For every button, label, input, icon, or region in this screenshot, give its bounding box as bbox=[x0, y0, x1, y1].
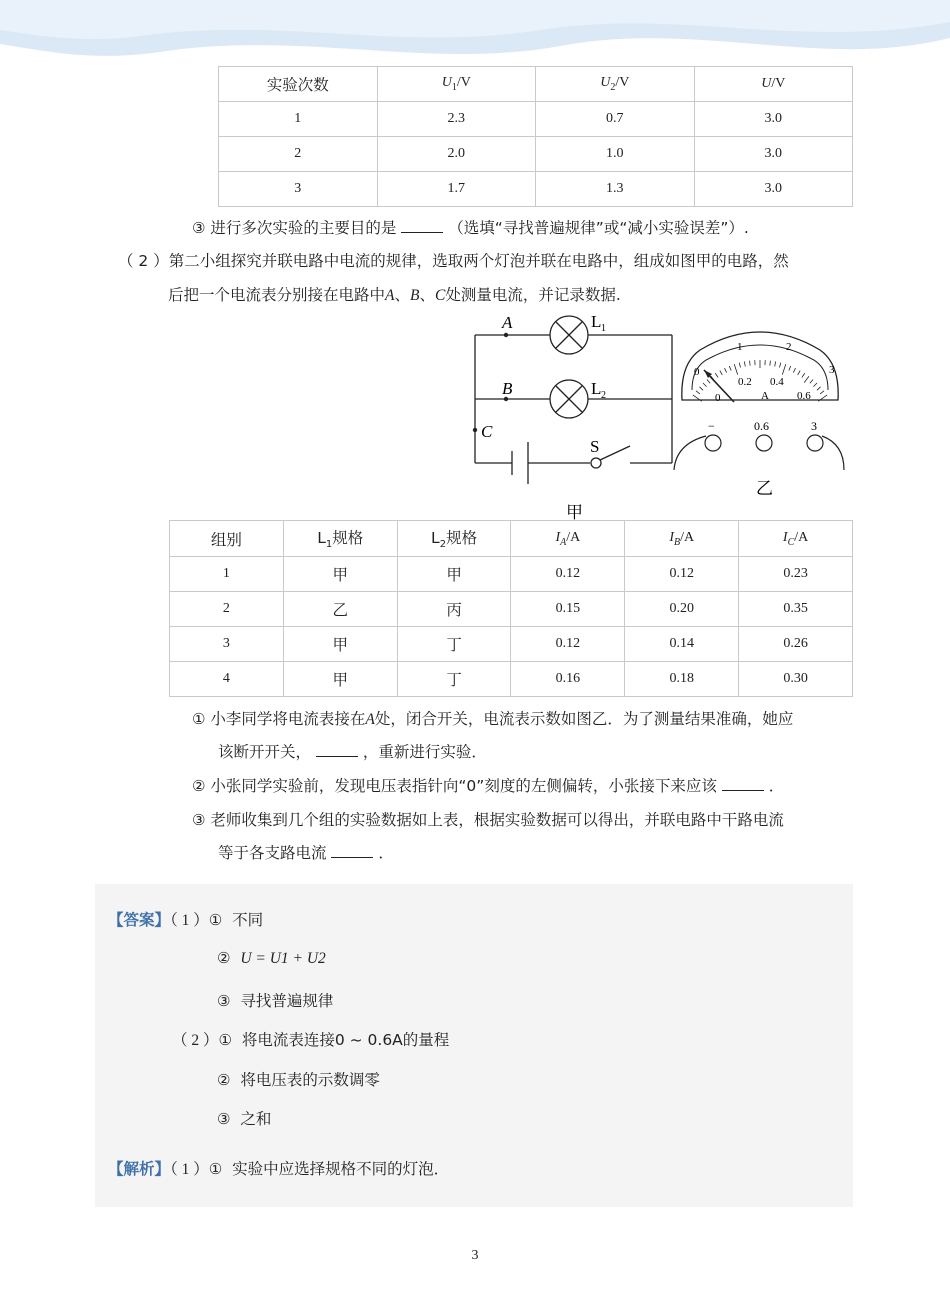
ammeter-tick bbox=[779, 363, 780, 368]
svg-text:3: 3 bbox=[829, 364, 835, 376]
question-1-3: ③ 进行多次实验的主要目的是 （选填“寻找普遍规律”或“减小实验误差”）. bbox=[192, 219, 749, 237]
answer-blank bbox=[316, 742, 358, 757]
svg-text:3: 3 bbox=[811, 419, 817, 433]
ammeter-tick bbox=[775, 362, 776, 367]
svg-text:2: 2 bbox=[601, 390, 606, 401]
header-l2-spec: $L_2$规格 bbox=[397, 521, 511, 557]
header-l1-spec: $L_1$规格 bbox=[283, 521, 397, 557]
answer-2-1: （ 2 ）① 将电流表连接0 ~ 0.6A的量程 bbox=[172, 1031, 450, 1049]
answer-1-1: 【答案】（ 1 ）① 不同 bbox=[108, 911, 264, 929]
question-2-1-line2: 该断开开关， ，重新进行实验． bbox=[218, 743, 487, 761]
answer-blank bbox=[401, 218, 443, 233]
page-number: 3 bbox=[471, 1248, 479, 1263]
question-2-2: ② 小张同学实验前，发现电压表指针向“0”刻度的左侧偏转，小张接下来应该 ． bbox=[192, 777, 785, 795]
analysis-1-1: 【解析】（ 1 ）① 实验中应选择规格不同的灯泡． bbox=[108, 1160, 450, 1178]
table-row: 3 甲 丁 0.12 0.14 0.26 bbox=[170, 627, 853, 662]
answer-blank bbox=[722, 776, 764, 791]
question-2-intro-line2: 后把一个电流表分别接在电路中A、B、C处测量电流，并记录数据. bbox=[168, 286, 621, 304]
svg-text:A: A bbox=[761, 390, 769, 402]
question-2-1: ① 小李同学将电流表接在A处，闭合开关，电流表示数如图乙．为了测量结果准确，她应 bbox=[192, 710, 794, 728]
svg-text:0: 0 bbox=[694, 366, 700, 378]
question-2-3-line2: 等于各支路电流 ． bbox=[218, 844, 394, 862]
answer-2-2: ② 将电压表的示数调零 bbox=[217, 1071, 380, 1089]
table-header-row bbox=[219, 67, 853, 102]
label-l2: L bbox=[591, 379, 602, 398]
label-a: A bbox=[502, 313, 513, 332]
ammeter-tick bbox=[715, 373, 718, 377]
terminal-negative bbox=[705, 435, 721, 451]
ammeter-tick bbox=[707, 379, 710, 383]
analysis-tag: 【解析】 bbox=[108, 1160, 171, 1178]
figure-yi-caption: 乙 bbox=[756, 479, 773, 499]
ammeter-tick bbox=[793, 368, 795, 373]
table-row: 3 1.7 1.3 3.0 bbox=[219, 172, 853, 207]
question-2-intro: （ 2 ）第二小组探究并联电路中电流的规律，选取两个灯泡并联在电路中，组成如图甲的电路，然 bbox=[118, 252, 789, 270]
svg-text:−: − bbox=[708, 419, 715, 433]
answer-tag: 【答案】 bbox=[108, 911, 171, 929]
current-data-table bbox=[169, 520, 853, 697]
terminal-0-6 bbox=[756, 435, 772, 451]
battery-icon bbox=[512, 442, 528, 484]
lamp-l1-icon bbox=[550, 316, 588, 354]
answer-1-3: ③ 寻找普遍规律 bbox=[217, 992, 334, 1010]
header-group: 组别 bbox=[170, 521, 284, 557]
question-2-3: ③ 老师收集到几个组的实验数据如上表，根据实验数据可以得出，并联电路中干路电流 bbox=[192, 811, 784, 829]
ammeter-tick bbox=[798, 371, 800, 375]
answer-1-2: ② U = U1 + U2 bbox=[217, 949, 326, 967]
label-s: S bbox=[590, 437, 600, 456]
svg-text:0.6: 0.6 bbox=[754, 419, 769, 433]
table-row: 1 2.3 0.7 3.0 bbox=[219, 102, 853, 137]
label-l1: L bbox=[591, 312, 602, 331]
label-c: C bbox=[481, 422, 493, 441]
header-ia: $I_A/A$ bbox=[511, 521, 625, 557]
ammeter-tick bbox=[739, 363, 740, 368]
ammeter-tick bbox=[782, 364, 785, 374]
ammeter-tick bbox=[729, 366, 731, 371]
ammeter-tick bbox=[734, 364, 737, 374]
lamp-l2-icon bbox=[550, 380, 588, 418]
header-ic: $I_C/A$ bbox=[739, 521, 853, 557]
terminal-3 bbox=[807, 435, 823, 451]
svg-text:1: 1 bbox=[737, 341, 743, 353]
ammeter-tick bbox=[744, 362, 745, 367]
voltage-data-table bbox=[218, 66, 853, 207]
label-b: B bbox=[502, 379, 513, 398]
ammeter-tick bbox=[802, 373, 805, 377]
circuit-diagram-jia bbox=[470, 308, 680, 523]
header-u2: $U_2/V$ bbox=[536, 67, 695, 102]
ammeter-tick bbox=[750, 361, 751, 366]
ammeter-tick bbox=[820, 391, 824, 394]
ammeter-tick bbox=[770, 361, 771, 366]
formula: U = U1 + U2 bbox=[240, 950, 326, 967]
svg-text:2: 2 bbox=[786, 341, 792, 353]
ammeter-tick bbox=[789, 366, 791, 371]
header-u1: $U_1/V$ bbox=[377, 67, 536, 102]
svg-text:0.2: 0.2 bbox=[738, 376, 752, 388]
header-wave-decoration bbox=[0, 0, 950, 72]
figure-jia-caption: 甲 bbox=[566, 503, 583, 523]
table-header-row bbox=[170, 521, 853, 557]
svg-text:0: 0 bbox=[715, 392, 721, 404]
svg-text:0.6: 0.6 bbox=[797, 390, 811, 402]
ammeter-tick bbox=[810, 379, 813, 383]
svg-text:1: 1 bbox=[601, 323, 606, 334]
header-ib: $I_B/A$ bbox=[625, 521, 739, 557]
ammeter-figure-yi bbox=[670, 322, 850, 502]
ammeter-tick bbox=[699, 387, 703, 390]
ammeter-tick bbox=[817, 387, 821, 390]
ammeter-tick bbox=[804, 376, 809, 382]
table-row: 1 甲 甲 0.12 0.12 0.23 bbox=[170, 557, 853, 592]
table-row: 2 乙 丙 0.15 0.20 0.35 bbox=[170, 592, 853, 627]
header-trial-count: 实验次数 bbox=[219, 67, 378, 102]
header-u: U/V bbox=[694, 67, 853, 102]
ammeter-tick bbox=[813, 383, 816, 387]
table-row: 2 2.0 1.0 3.0 bbox=[219, 137, 853, 172]
svg-text:0.4: 0.4 bbox=[770, 376, 784, 388]
ammeter-tick bbox=[696, 391, 700, 394]
table-row: 4 甲 丁 0.16 0.18 0.30 bbox=[170, 662, 853, 697]
ammeter-tick bbox=[703, 383, 706, 387]
ammeter-tick bbox=[720, 371, 722, 375]
ammeter-tick bbox=[724, 368, 726, 373]
answer-2-3: ③ 之和 bbox=[217, 1110, 272, 1128]
answer-blank bbox=[331, 843, 373, 858]
